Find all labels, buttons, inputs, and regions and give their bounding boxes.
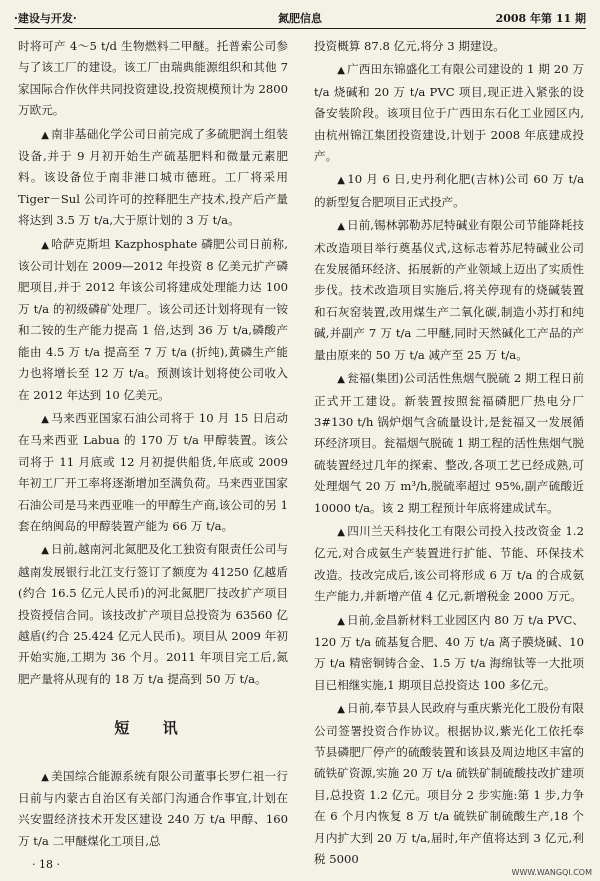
triangle-bullet-icon: ▲ [337,175,346,187]
paragraph: ▲ 马来西亚国家石油公司将于 10 月 15 日启动在马来西亚 Labua 的 170 万 t/a 甲醇装置。该公司将于 11 月底或 12 月初提供船货,年底或 2009 年初工厂开工率将逐渐增加至满负荷。马来西亚国家石油公司是马来西亚唯一的甲醇生产商,该公司的另 1 套在纳闽岛的甲醇装置产能为 66 万 t/a。 [18,410,288,533]
triangle-bullet-icon: ▲ [337,65,346,77]
triangle-bullet-icon: ▲ [41,413,50,425]
triangle-bullet-icon: ▲ [41,239,50,251]
paragraph: ▲ 美国综合能源系统有限公司董事长罗仁祖一行日前与内蒙古自治区有关部门沟通合作事宜,计划在兴安盟经济技术开发区建设 240 万 t/a 甲醇、160 万 t/a 二甲醚煤化工项目,总 [18,768,288,848]
paragraph: ▲ 日前,锡林郭勒苏尼特碱业有限公司节能降耗技术改造项目举行奠基仪式,这标志着苏尼特碱业公司在发展循环经济、拓展新的产业领域上迈出了实质性步伐。技术改造项目实施后,将关停现有的烧碱装置和石灰窑装置,改用煤生产二氧化碳,制造小苏打和纯碱,并副产 7 万 t/a 二甲醚,同时天然碱化工产品的产量由原来的 50 万 t/a 减产至 25 万 t/a。 [314,218,584,362]
paragraph: ▲ 日前,越南河北氮肥及化工独资有限责任公司与越南发展银行北江支行签订了额度为 41250 亿越盾(约合 16.5 亿元人民币)的河北氮肥厂技改扩产项目投资授信合同。该技改扩产项目总投资为 63560 亿越盾(约合 25.424 亿元人民币)。项目从 2009 年初开始实施,工期为 36 个月。2011 年项目完工后,氮肥产量将从现有的 18 万 t/a 提高到 50 万 t/a。 [18,542,288,686]
triangle-bullet-icon: ▲ [41,771,50,783]
left-column [18,36,288,854]
paragraph: ▲ 日前,金昌新材料工业园区内 80 万 t/a PVC、120 万 t/a 硫基复合肥、40 万 t/a 离子膜烧碱、10 万 t/a 精密铜铸合金、1.5 万 t/a 海绵钛等一大批项目已相继实施,1 期项目总投资达 100 多亿元。 [314,612,584,692]
journal-name: 氮肥信息 [278,12,322,25]
paragraph: ▲ 10 月 6 日,史丹利化肥(吉林)公司 60 万 t/a 的新型复合肥项目正式投产。 [314,172,584,209]
issue-label: 2008 年第 11 期 [495,12,586,25]
paragraph: ▲ 广西田东锦盛化工有限公司建设的 1 期 20 万 t/a 烧碱和 20 万 t/a PVC 项目,现正进入紧张的设备安装阶段。该项目位于广西田东石化工业园区内,由杭州锦江集团投资建设,计划于 2008 年底建成投产。 [314,62,584,164]
triangle-bullet-icon: ▲ [337,704,345,716]
section-label: ·建设与开发· [14,12,77,25]
page-header [14,8,586,29]
watermark: WWW.WANGQI.COM [511,868,592,877]
paragraph: ▲ 日前,奉节县人民政府与重庆紫光化工股份有限公司签署投资合作协议。根据协议,紫光化工依托奉节县磷肥厂停产的硫酸装置和该县及周边地区丰富的硫铁矿资源,实施 20 万 t/a 硫铁矿制硫酸技改扩建项目,总投资 1.2 亿元。项目分 2 步实施:第 1 步,力争在 6 个月内恢复 8 万 t/a 硫铁矿制硫酸生产,18 个月内扩大到 20 万 t/a,届时,年产值将达到 3 亿元,利税 5000 [314,701,584,867]
paragraph: ▲ 四川兰天科技化工有限公司投入技改资金 1.2 亿元,对合成氨生产装置进行扩能、节能、环保技术改造。技改完成后,该公司将形成 6 万 t/a 的合成氨生产能力,并新增产值 4 亿元,新增税金 2000 万元。 [314,523,584,604]
right-column [314,36,584,872]
triangle-bullet-icon: ▲ [337,615,345,627]
triangle-bullet-icon: ▲ [337,526,346,538]
paragraph: 时将可产 4～5 t/d 生物燃料二甲醚。托普索公司参与了该工厂的建设。该工厂由瑞典能源组织和其他 7 家国际合作伙伴共同投资建设,投资规模预计为 2800 万欧元。 [18,39,288,118]
triangle-bullet-icon: ▲ [337,374,346,386]
triangle-bullet-icon: ▲ [41,545,49,557]
paragraph: ▲ 瓮福(集团)公司活性焦烟气脱硫 2 期工程日前正式开工建设。新装置按照瓮福磷肥厂热电分厂 3#130 t/h 锅炉烟气含硫量设计,是瓮福又一发展循环经济项目。瓮福烟气脱硫 1 期工程的活性焦烟气脱硫装置经过几年的探索、整改,各项工艺已经成熟,可处理烟气 20 万 m³/h,脱硫率超过 95%,副产硫酸近 10000 t/a。该 2 期工程预计年底将建成试车。 [314,371,584,515]
page-number: · 18 · [32,858,60,871]
section-title: 短 讯 [114,719,192,738]
triangle-bullet-icon: ▲ [337,221,345,233]
paragraph: ▲ 哈萨克斯坦 Kazphosphate 磷肥公司日前称,该公司计划在 2009—2012 年投资 8 亿美元扩产磷肥项目,并于 2012 年该公司将建成处理能力达 100 万 t/a 的初级磷矿处理厂。该公司还计划将现有一铵和二铵的生产能力提高 1 倍,达到 36 万 t/a,磷酸产能由 4.5 万 t/a 提高至 7 万 t/a (折纯),黄磷生产能力也将增长至 12 万 t/a。预测该计划将使公司收入在 2012 年达到 10 亿美元。 [18,236,288,402]
triangle-bullet-icon: ▲ [41,129,50,141]
paragraph: 投资概算 87.8 亿元,将分 3 期建设。 [314,39,505,53]
paragraph: ▲ 南非基础化学公司日前完成了多硫肥润土组装设备,并于 9 月初开始生产硫基肥料和微量元素肥料。该设备位于南非港口城市德班。工厂将采用 Tiger－Sul 公司许可的控释肥生产技术,投产后产量将达到 3.5 万 t/a,大于原计划的 3 万 t/a。 [18,126,288,228]
